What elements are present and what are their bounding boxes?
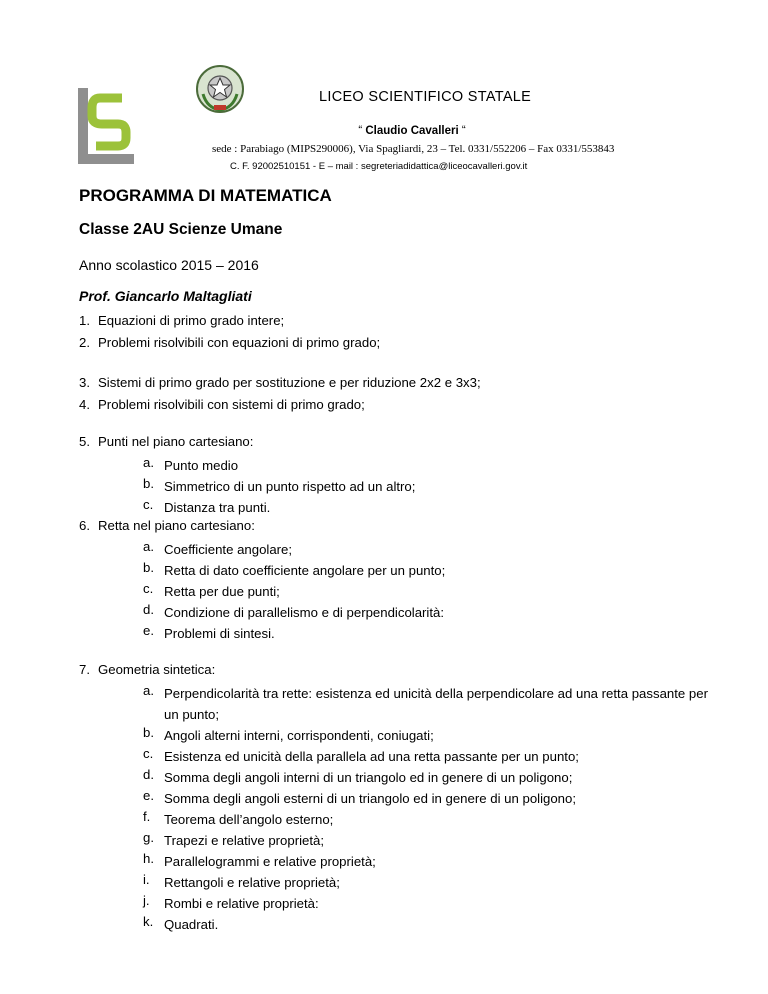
item-marker: 4.: [79, 397, 90, 412]
item-marker: d.: [143, 602, 154, 617]
item-marker: h.: [143, 851, 154, 866]
item-text: Problemi di sintesi.: [164, 626, 275, 641]
item-marker: i.: [143, 872, 150, 887]
item-marker: 2.: [79, 335, 90, 350]
school-year: Anno scolastico 2015 – 2016: [79, 257, 259, 273]
item-marker: 6.: [79, 518, 90, 533]
item-text: Rettangoli e relative proprietà;: [164, 875, 340, 890]
item-text: Somma degli angoli interni di un triangolo ed in genere di un poligono;: [164, 770, 573, 785]
item-marker: a.: [143, 683, 154, 698]
school-address: sede : Parabiago (MIPS290006), Via Spagliardi, 23 – Tel. 0331/552206 – Fax 0331/553843: [212, 143, 615, 155]
item-marker: c.: [143, 746, 154, 761]
item-text: Trapezi e relative proprietà;: [164, 833, 325, 848]
item-marker: 7.: [79, 662, 90, 677]
item-marker: 5.: [79, 434, 90, 449]
item-text: Parallelogrammi e relative proprietà;: [164, 854, 376, 869]
item-text: Quadrati.: [164, 917, 219, 932]
item-text: Perpendicolarità tra rette: esistenza ed unicità della perpendicolare ad una retta passante per un punto;: [164, 686, 708, 722]
item-text: Teorema dell’angolo esterno;: [164, 812, 334, 827]
item-text: Sistemi di primo grado per sostituzione e per riduzione 2x2 e 3x3;: [98, 375, 481, 390]
item-marker: g.: [143, 830, 154, 845]
school-person-line: [0, 125, 768, 137]
item-marker: a.: [143, 539, 154, 554]
item-text: Geometria sintetica:: [98, 662, 216, 677]
class-name: Classe 2AU Scienze Umane: [79, 221, 283, 238]
item-marker: c.: [143, 497, 154, 512]
item-marker: e.: [143, 623, 154, 638]
item-text: Rombi e relative proprietà:: [164, 896, 319, 911]
school-name: LICEO SCIENTIFICO STATALE: [319, 89, 532, 105]
item-text: Esistenza ed unicità della parallela ad una retta passante per un punto;: [164, 749, 579, 764]
item-marker: b.: [143, 560, 154, 575]
item-marker: a.: [143, 455, 154, 470]
item-marker: j.: [143, 893, 150, 908]
item-marker: k.: [143, 914, 154, 929]
item-text: Angoli alterni interni, corrispondenti, coniugati;: [164, 728, 434, 743]
teacher-name: Prof. Giancarlo Maltagliati: [79, 288, 252, 304]
item-text: Simmetrico di un punto rispetto ad un altro;: [164, 479, 416, 494]
item-text: Equazioni di primo grado intere;: [98, 313, 285, 328]
item-text: Condizione di parallelismo e di perpendicolarità:: [164, 605, 445, 620]
italian-emblem-icon: [195, 64, 245, 114]
item-marker: d.: [143, 767, 154, 782]
item-marker: f.: [143, 809, 151, 824]
document-title: PROGRAMMA DI MATEMATICA: [79, 186, 332, 205]
item-text: Punto medio: [164, 458, 239, 473]
item-text: Retta di dato coefficiente angolare per un punto;: [164, 563, 446, 578]
item-text: Coefficiente angolare;: [164, 542, 293, 557]
item-text: Somma degli angoli esterni di un triangolo ed in genere di un poligono;: [164, 791, 577, 806]
item-text: Retta nel piano cartesiano:: [98, 518, 255, 533]
item-text: Distanza tra punti.: [164, 500, 271, 515]
item-marker: e.: [143, 788, 154, 803]
item-marker: c.: [143, 581, 154, 596]
item-text: Punti nel piano cartesiano:: [98, 434, 254, 449]
item-text: Problemi risolvibili con equazioni di primo grado;: [98, 335, 381, 350]
item-marker: b.: [143, 476, 154, 491]
item-marker: b.: [143, 725, 154, 740]
item-text: Problemi risolvibili con sistemi di primo grado;: [98, 397, 365, 412]
item-text: Retta per due punti;: [164, 584, 280, 599]
quote-open: “: [358, 125, 366, 137]
quote-close: “: [458, 125, 466, 137]
item-marker: 1.: [79, 313, 90, 328]
school-contacts: C. F. 92002510151 - E – mail : segreteriadidattica@liceocavalleri.gov.it: [230, 161, 528, 172]
school-person: Claudio Cavalleri: [365, 125, 459, 137]
item-marker: 3.: [79, 375, 90, 390]
